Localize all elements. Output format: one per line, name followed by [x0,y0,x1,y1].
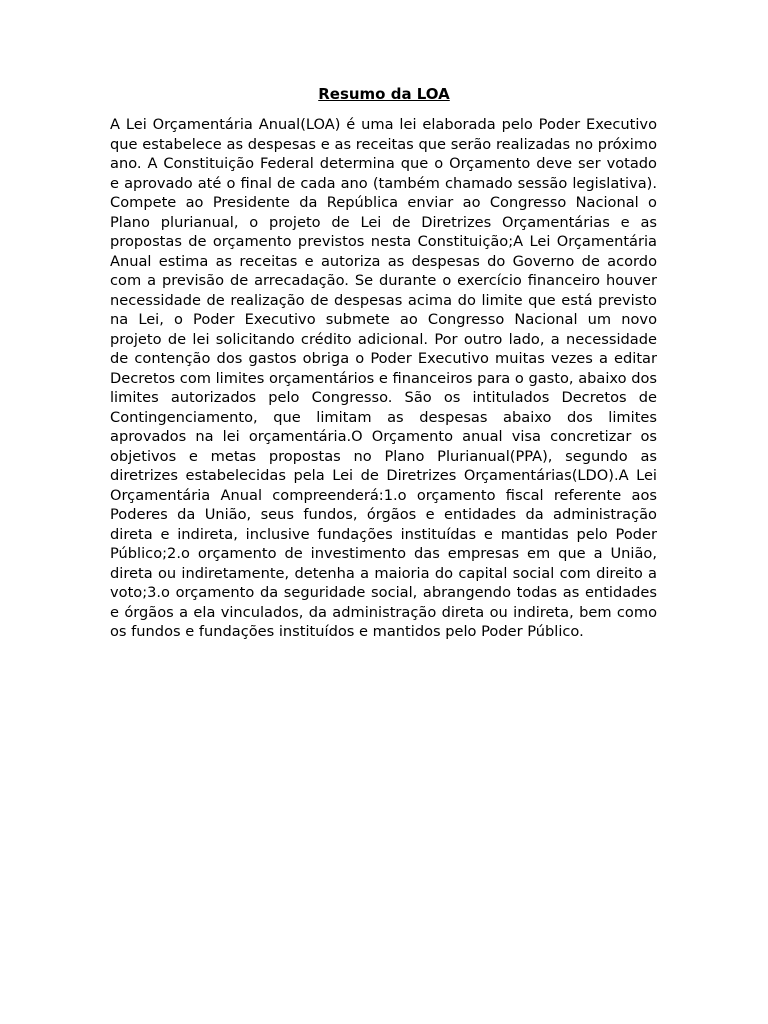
document-body-paragraph: A Lei Orçamentária Anual(LOA) é uma lei elaborada pelo Poder Executivo que estabelece as despesas e as receitas que serão realizadas no próximo ano. A Constituição Federal determina que o Orçamento deve ser votado e aprovado até o final de cada ano (também chamado sessão legislativa). Compete ao Presidente da República enviar ao Congresso Nacional o Plano plurianual, o projeto de Lei de Diretrizes Orçamentárias e as propostas de orçamento previstos nesta Constituição;A Lei Orçamentária Anual estima as receitas e autoriza as despesas do Governo de acordo com a previsão de arrecadação. Se durante o exercício financeiro houver necessidade de realização de despesas acima do limite que está previsto na Lei, o Poder Executivo submete ao Congresso Nacional um novo projeto de lei solicitando crédito adicional. Por outro lado, a necessidade de contenção dos gastos obriga o Poder Executivo muitas vezes a editar Decretos com limites orçamentários e financeiros para o gasto, abaixo dos limites autorizados pelo Congresso. São os intitulados Decretos de Contingenciamento, que limitam as despesas abaixo dos limites aprovados na lei orçamentária.O Orçamento anual visa concretizar os objetivos e metas propostas no Plano Plurianual(PPA), segundo as diretrizes estabelecidas pela Lei de Diretrizes Orçamentárias(LDO).A Lei Orçamentária Anual compreenderá:1.o orçamento fiscal referente aos Poderes da União, seus fundos, órgãos e entidades da administração direta e indireta, inclusive fundações instituídas e mantidas pelo Poder Público;2.o orçamento de investimento das empresas em que a União, direta ou indiretamente, detenha a maioria do capital social com direito a voto;3.o orçamento da seguridade social, abrangendo todas as entidades e órgãos a ela vinculados, da administração direta ou indireta, bem como os fundos e fundações instituídos e mantidos pelo Poder Público. [110,116,657,640]
document-title: Resumo da LOA [318,85,450,103]
